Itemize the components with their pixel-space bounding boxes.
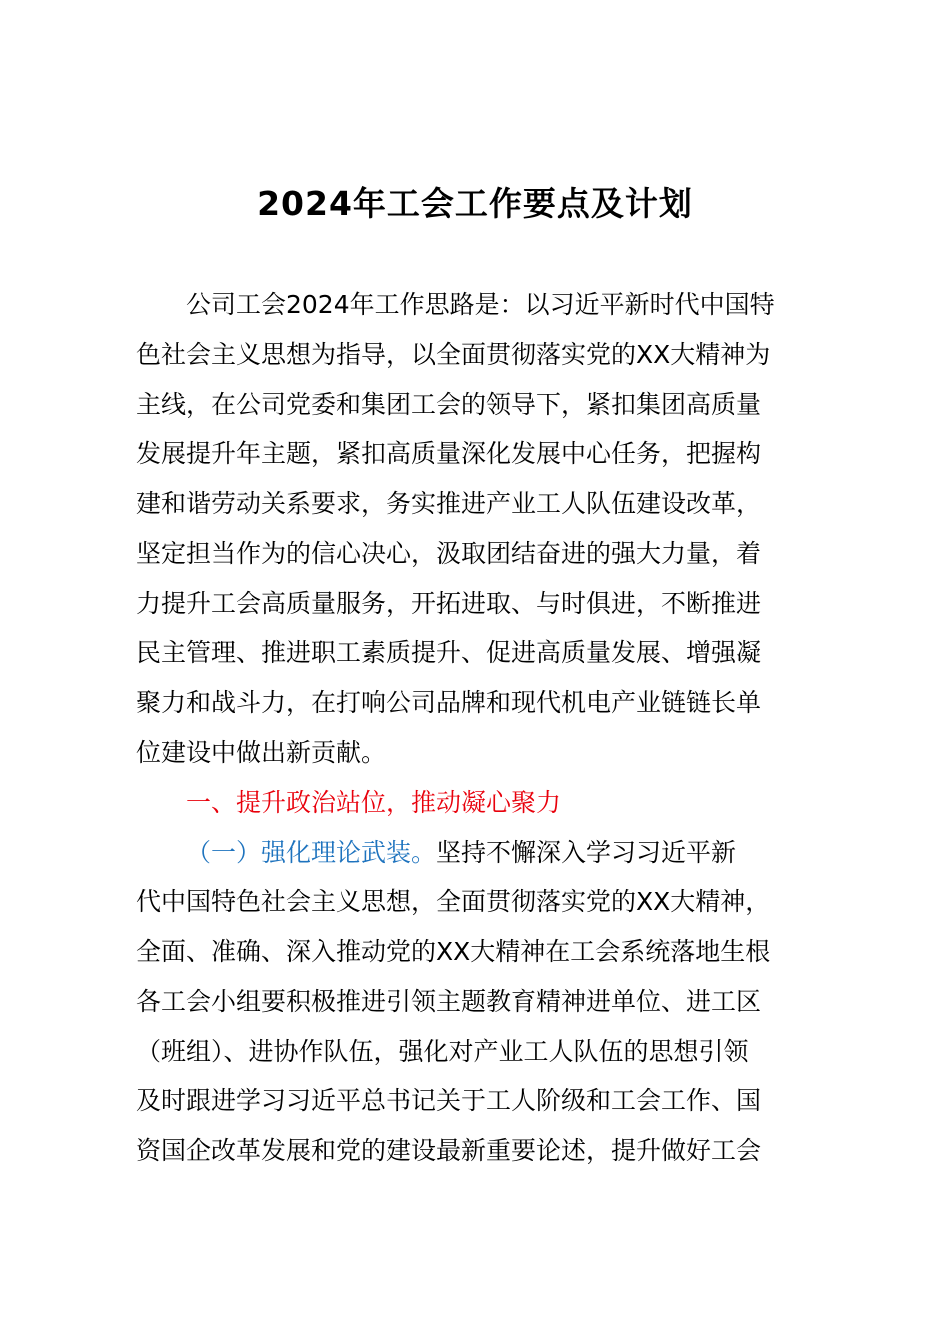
paragraph-line: （班组）、进协作队伍，强化对产业工人队伍的思想引领 (136, 1037, 749, 1066)
document-title: 2024年工会工作要点及计划 (257, 184, 693, 223)
paragraph-line: 力提升工会高质量服务，开拓进取、与时俱进，不断推进 (136, 589, 762, 618)
subsection-text: 坚持不懈深入学习习近平新 (436, 838, 737, 867)
paragraph-line: 公司工会2024年工作思路是：以习近平新时代中国特 (186, 290, 775, 319)
paragraph-line: 全面、准确、深入推动党的XX大精神在工会系统落地生根 (136, 937, 771, 966)
section-heading: 一、提升政治站位，推动凝心聚力 (186, 788, 562, 817)
paragraph-line: 民主管理、推进职工素质提升、促进高质量发展、增强凝 (136, 638, 762, 667)
subsection-label: （一）强化理论武装。 (186, 838, 437, 867)
paragraph-line: 位建设中做出新贡献。 (136, 738, 387, 767)
paragraph-line: 主线，在公司党委和集团工会的领导下，紧扣集团高质量 (136, 390, 762, 419)
paragraph-line: 资国企改革发展和党的建设最新重要论述，提升做好工会 (136, 1136, 762, 1165)
paragraph-line: 建和谐劳动关系要求，务实推进产业工人队伍建设改革， (136, 489, 762, 518)
paragraph-line: 代中国特色社会主义思想，全面贯彻落实党的XX大精神， (136, 887, 771, 916)
paragraph-line: 各工会小组要积极推进引领主题教育精神进单位、进工区 (136, 987, 762, 1016)
paragraph-line: 及时跟进学习习近平总书记关于工人阶级和工会工作、国 (136, 1086, 762, 1115)
paragraph-line: 聚力和战斗力，在打响公司品牌和现代机电产业链链长单 (136, 688, 762, 717)
paragraph-line: 色社会主义思想为指导，以全面贯彻落实党的XX大精神为 (136, 340, 771, 369)
paragraph-line: 发展提升年主题，紧扣高质量深化发展中心任务，把握构 (136, 439, 762, 468)
paragraph-line: 坚定担当作为的信心决心，汲取团结奋进的强大力量，着 (136, 539, 762, 568)
subsection-first-line (186, 835, 736, 871)
